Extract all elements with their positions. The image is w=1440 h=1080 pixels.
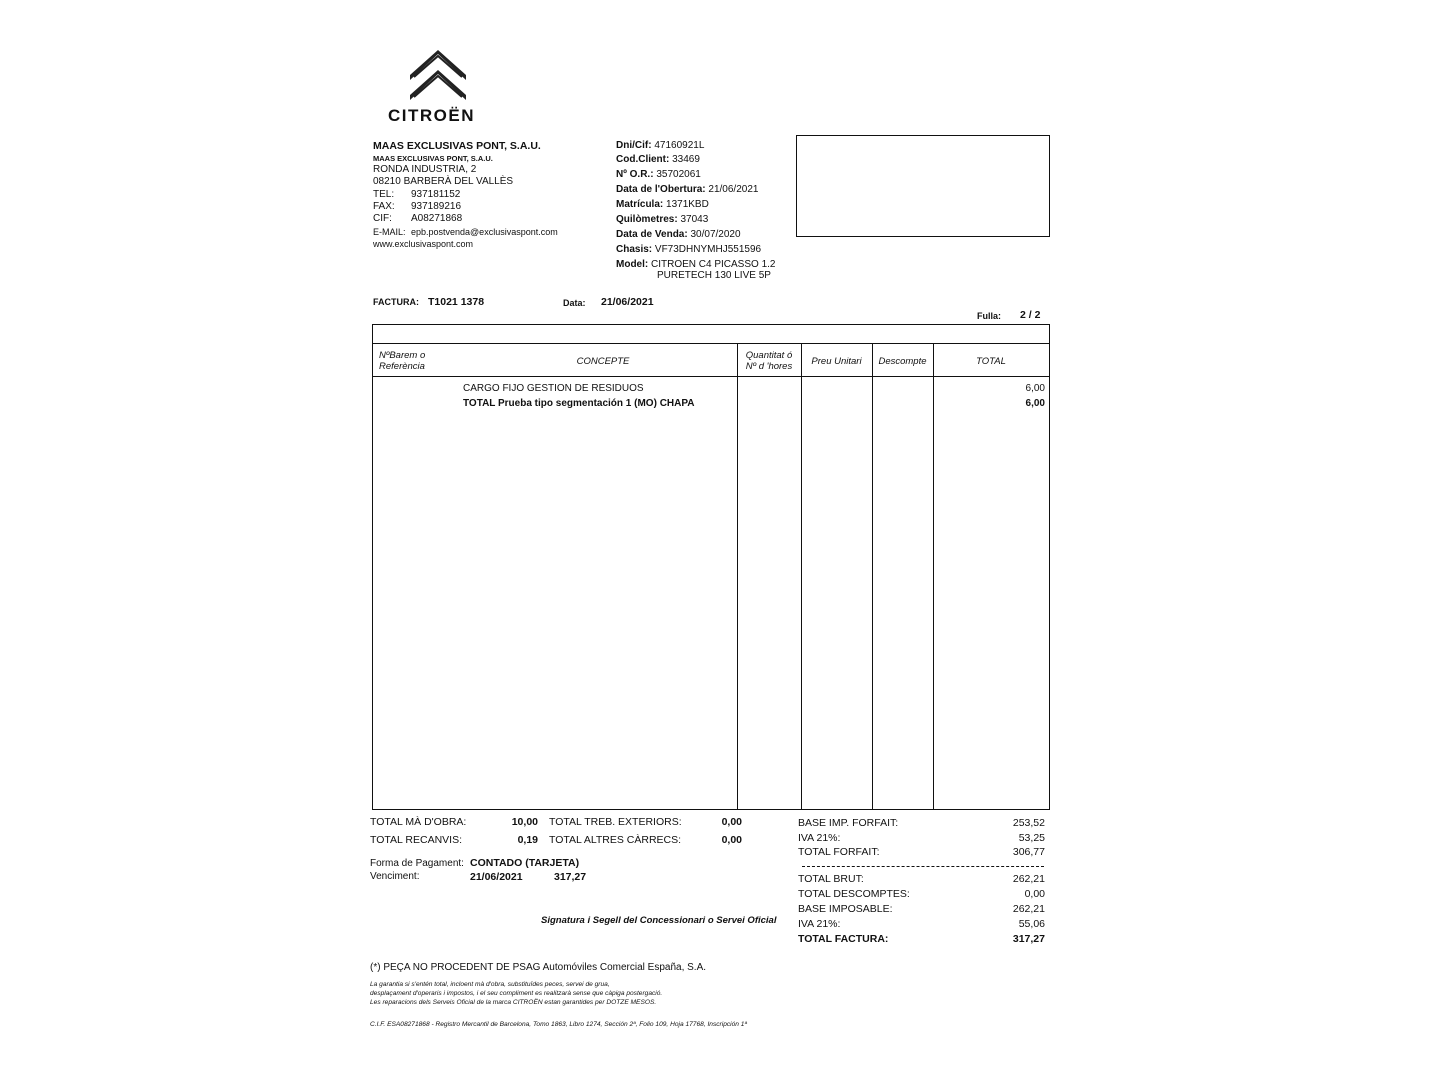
header-qty (737, 350, 801, 372)
company-fax-value: 937189216 (411, 201, 462, 212)
data-label: Data: (563, 298, 586, 308)
vehicle-row (616, 140, 704, 153)
header-unit-price: Preu Unitari (811, 356, 862, 367)
vehicle-label: Cod.Client: (616, 154, 670, 165)
vehicle-value: 30/07/2020 (690, 229, 741, 240)
company-web: www.exclusivaspont.com (373, 239, 474, 249)
vehicle-label: Model: (616, 259, 649, 270)
header-ref-line2: Referència (379, 361, 425, 372)
forfait-label: IVA 21%: (798, 832, 841, 844)
invoice-table (372, 324, 1050, 810)
table-row-concept: TOTAL Prueba tipo segmentación 1 (MO) CHAPA (463, 398, 695, 409)
company-tel-value: 937181152 (411, 189, 461, 200)
table-header-divider (373, 376, 1049, 377)
col-divider (933, 343, 934, 809)
table-row-concept: CARGO FIJO GESTION DE RESIDUOS (463, 383, 644, 394)
forfait-label: BASE IMP. FORFAIT: (798, 817, 899, 829)
header-concept: CONCEPTE (576, 356, 630, 367)
treb-ext-value: 0,00 (721, 816, 742, 828)
fulla-label: Fulla: (977, 311, 1001, 321)
forfait-value: 306,77 (1012, 846, 1045, 858)
altres-value: 0,00 (721, 834, 742, 846)
company-email-label: E-MAIL: (373, 227, 406, 237)
final-label: IVA 21%: (798, 918, 841, 930)
vehicle-row (616, 169, 701, 182)
company-email-value: epb.postvenda@exclusivaspont.com (411, 227, 558, 237)
header-qty-line1: Quantitat ó (745, 350, 793, 361)
vehicle-row (616, 229, 741, 242)
vehicle-label: Nº O.R.: (616, 169, 654, 180)
table-top-band (373, 343, 1049, 344)
venciment-amount: 317,27 (554, 871, 587, 883)
header-total: TOTAL (976, 356, 1006, 367)
vehicle-label: Dni/Cif: (616, 140, 652, 151)
recanvis-value: 0,19 (517, 834, 538, 846)
company-address: RONDA INDUSTRIA, 2 (373, 164, 477, 175)
total-factura-label: TOTAL FACTURA: (798, 933, 889, 945)
vehicle-row (616, 184, 758, 197)
chevrons-icon (388, 48, 488, 106)
ma-obra-label: TOTAL MÀ D'OBRA: (370, 816, 467, 828)
vehicle-value: CITROEN C4 PICASSO 1.2 (651, 259, 776, 270)
vehicle-row (616, 244, 761, 257)
vehicle-value: 1371KBD (666, 199, 709, 210)
total-factura-value: 317,27 (1012, 933, 1045, 945)
company-cif-label: CIF: (373, 213, 392, 224)
final-value: 55,06 (1018, 918, 1045, 930)
vehicle-row (616, 154, 700, 167)
header-ref (379, 350, 425, 372)
recipient-address-box (796, 135, 1050, 237)
signature-label: Signatura i Segell del Concessionari o Servei Oficial (541, 915, 777, 926)
final-value: 262,21 (1012, 903, 1045, 915)
vehicle-value: 33469 (672, 154, 700, 165)
vehicle-row (616, 199, 709, 212)
vehicle-label: Matrícula: (616, 199, 664, 210)
vehicle-label: Data de l'Obertura: (616, 184, 706, 195)
header-ref-line1: NºBarem o (379, 350, 426, 361)
header-discount: Descompte (878, 356, 927, 367)
warranty-line: Les reparacions dels Serveis Oficial de la marca CITROËN estan garantides per DOTZE MESOS. (370, 999, 657, 1006)
vehicle-value: 35702061 (656, 169, 701, 180)
col-divider (737, 343, 738, 809)
company-tel-label: TEL: (373, 189, 395, 200)
vehicle-label: Quilòmetres: (616, 214, 678, 225)
company-cif-value: A08271868 (411, 213, 463, 224)
footer-note: (*) PEÇA NO PROCEDENT DE PSAG Automóviles Comercial España, S.A. (370, 962, 707, 973)
col-divider (801, 343, 802, 809)
col-divider (872, 343, 873, 809)
table-row-total: 6,00 (1025, 398, 1045, 409)
logo-text: CITROËN (388, 106, 475, 125)
venciment-label: Venciment: (370, 871, 420, 882)
totals-dashed-divider (802, 866, 1044, 867)
vehicle-value: 21/06/2021 (708, 184, 759, 195)
vehicle-label: Chasis: (616, 244, 653, 255)
forfait-value: 253,52 (1012, 817, 1045, 829)
factura-value: T1021 1378 (428, 296, 485, 308)
forfait-value: 53,25 (1018, 832, 1045, 844)
citroen-logo (388, 48, 488, 128)
pagament-value: CONTADO (TARJETA) (470, 857, 580, 869)
altres-label: TOTAL ALTRES CÀRRECS: (549, 834, 682, 846)
recanvis-label: TOTAL RECANVIS: (370, 834, 462, 846)
company-name: MAAS EXCLUSIVAS PONT, S.A.U. (373, 140, 541, 152)
venciment-date: 21/06/2021 (470, 871, 523, 883)
vehicle-value: 47160921L (654, 140, 705, 151)
factura-label: FACTURA: (373, 297, 419, 307)
table-row-total: 6,00 (1025, 383, 1045, 394)
vehicle-value: 37043 (680, 214, 709, 225)
pagament-label: Forma de Pagament: (370, 858, 464, 869)
data-value: 21/06/2021 (601, 296, 654, 308)
vehicle-label: Data de Venda: (616, 229, 688, 240)
company-city: 08210 BARBERÀ DEL VALLÈS (373, 176, 514, 187)
final-label: TOTAL BRUT: (798, 873, 864, 885)
final-value: 262,21 (1012, 873, 1045, 885)
warranty-line: desplaçament d'operaris i impostos, i el seu compliment es realitzarà sense que càpiga postergació. (370, 990, 663, 997)
company-name-small: MAAS EXCLUSIVAS PONT, S.A.U. (373, 154, 493, 163)
final-value: 0,00 (1024, 888, 1045, 900)
header-qty-line2: Nº d 'hores (745, 361, 793, 372)
treb-ext-label: TOTAL TREB. EXTERIORS: (549, 816, 682, 828)
final-label: TOTAL DESCOMPTES: (798, 888, 910, 900)
warranty-line: La garantia si s'entén total, incloent mà d'obra, substituïdes peces, servei de grua, (370, 981, 610, 988)
fulla-value: 2 / 2 (1020, 309, 1041, 321)
ma-obra-value: 10,00 (511, 816, 538, 828)
final-label: BASE IMPOSABLE: (798, 903, 893, 915)
forfait-label: TOTAL FORFAIT: (798, 846, 880, 858)
vehicle-row (616, 214, 708, 227)
registry-line: C.I.F. ESA08271868 - Registro Mercantil de Barcelona, Tomo 1863, Libro 1274, Sección 2ª, Folio 109, Hoja 17768, Inscripción 1ª (370, 1021, 747, 1028)
vehicle-value: VF73DHNYMHJ551596 (654, 244, 762, 255)
company-fax-label: FAX: (373, 201, 395, 212)
vehicle-model-line2: PURETECH 130 LIVE 5P (657, 270, 771, 281)
